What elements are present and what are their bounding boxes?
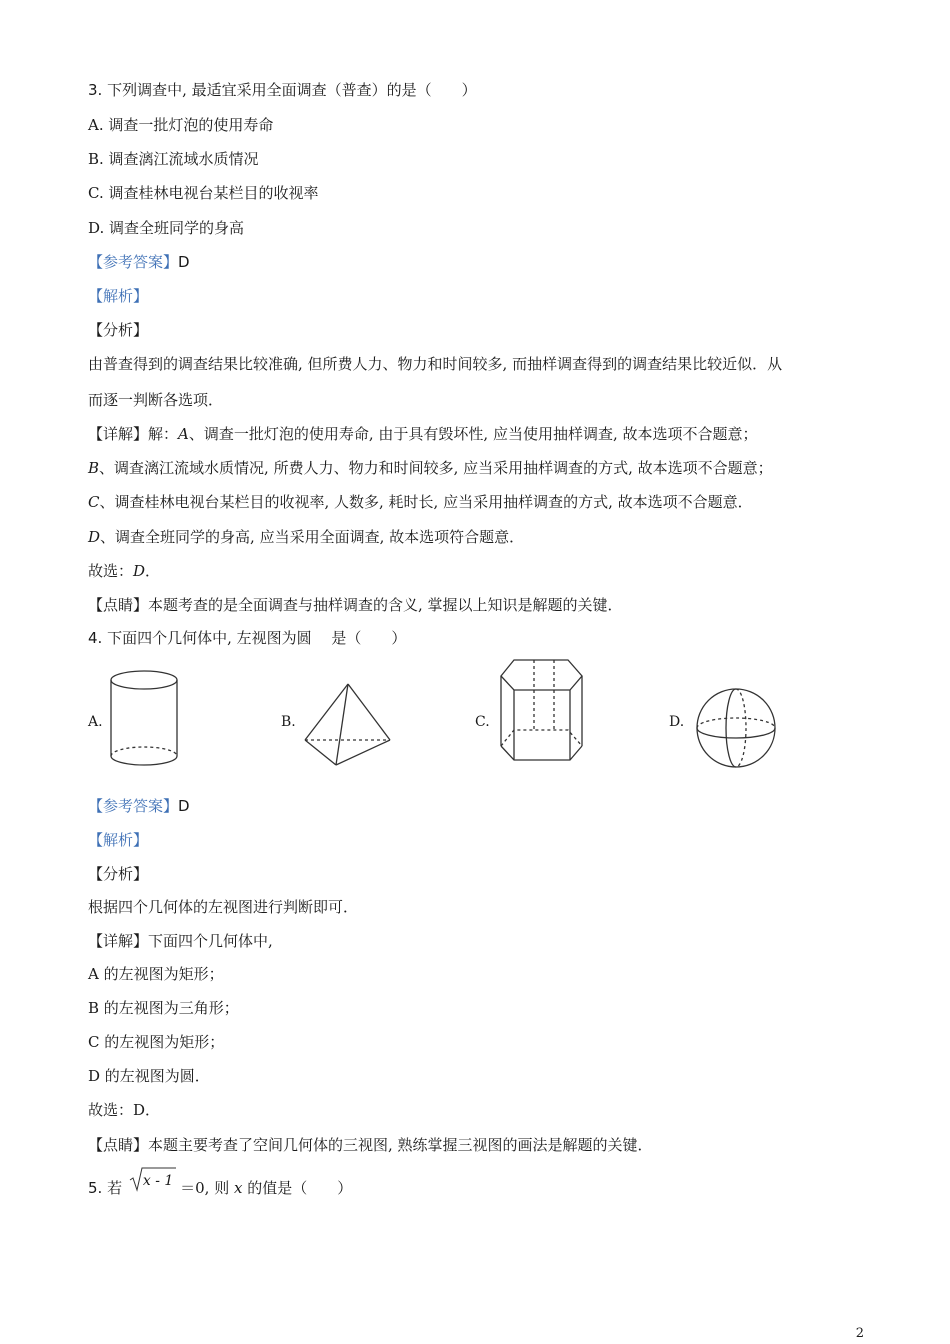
q3-detail-c-letter: C bbox=[88, 493, 100, 511]
q4-answer: D bbox=[178, 797, 190, 815]
q5-stem-line bbox=[88, 1173, 353, 1199]
q3-detail-d-text: 、调查全班同学的身高, 应当采用全面调查, 故本选项符合题意． bbox=[100, 528, 525, 546]
q3-jiexi: 【解析】 bbox=[88, 287, 149, 305]
q3-detail-d bbox=[88, 527, 524, 547]
q4-line-a: A 的左视图为矩形； bbox=[88, 965, 224, 983]
q4-detail bbox=[88, 931, 273, 951]
fig-a-label: A. bbox=[88, 714, 103, 730]
q3-fenxi-label: 【分析】 bbox=[88, 321, 149, 339]
fig-c-label: C. bbox=[475, 714, 490, 730]
q4-number: 4. bbox=[88, 629, 103, 647]
q3-detail-a-text: 、调查一批灯泡的使用寿命, 由于具有毁坏性, 应当使用抽样调查, 故本选项不合题意； bbox=[188, 425, 758, 443]
q4-choose: 故选：D． bbox=[88, 1101, 161, 1119]
q3-detail-c bbox=[88, 492, 753, 512]
q4-dianjing-text: 本题主要考查了空间几何体的三视图, 熟练掌握三视图的画法是解题的关键． bbox=[148, 1136, 653, 1154]
q5-number: 5. bbox=[88, 1179, 103, 1197]
q3-detail-b-letter: B bbox=[88, 459, 100, 477]
q3-answer-line bbox=[88, 252, 190, 272]
q3-detail-b-text: 、调查漓江流域水质情况, 所费人力、物力和时间较多, 应当采用抽样调查的方式, 故本选项不合题意； bbox=[99, 459, 773, 477]
q5-eq: ＝0, 则 bbox=[180, 1179, 230, 1197]
q4-line-d: D 的左视图为圆． bbox=[88, 1067, 210, 1085]
q4-answer-label: 【参考答案】 bbox=[88, 797, 179, 815]
q3-choose bbox=[88, 561, 160, 581]
q4-dianjing-label: 【点睛】 bbox=[88, 1136, 149, 1154]
q5-post: 的值是（ ） bbox=[247, 1179, 353, 1197]
q4-stem-line bbox=[88, 628, 406, 648]
q3-detail-a-pre: 解： bbox=[148, 425, 179, 443]
fig-d-label: D. bbox=[669, 714, 685, 730]
q4-detail-label: 【详解】 bbox=[88, 932, 149, 950]
q3-dianjing-text: 本题考查的是全面调查与抽样调查的含义, 掌握以上知识是解题的关键． bbox=[148, 596, 623, 614]
sqrt-expression bbox=[129, 1173, 174, 1199]
q3-option-d: D. 调查全班同学的身高 bbox=[88, 219, 245, 237]
pyramid-figure bbox=[302, 680, 394, 770]
q3-answer-label: 【参考答案】 bbox=[88, 253, 179, 271]
q3-stem: 下列调查中, 最适宜采用全面调查（普查）的是（ ） bbox=[107, 81, 477, 99]
cylinder-figure bbox=[108, 668, 182, 770]
q3-detail-d-letter: D bbox=[88, 528, 101, 546]
q3-option-c: C. 调查桂林电视台某栏目的收视率 bbox=[88, 184, 319, 202]
q3-dianjing bbox=[88, 595, 623, 615]
q4-stem: 下面四个几何体中, 左视图为圆 是（ ） bbox=[107, 629, 407, 647]
q5-pre: 若 bbox=[107, 1179, 123, 1197]
q3-answer: D bbox=[178, 253, 190, 271]
q3-detail-c-text: 、调查桂林电视台某栏目的收视率, 人数多, 耗时长, 应当采用抽样调查的方式, 故本选项不合题意． bbox=[99, 493, 753, 511]
q4-detail-text: 下面四个几何体中, bbox=[148, 932, 273, 950]
q3-fenxi-1: 由普查得到的调查结果比较准确, 但所费人力、物力和时间较多, 而抽样调查得到的调查结果比较近似．从 bbox=[88, 355, 783, 373]
q4-line-c: C 的左视图为矩形； bbox=[88, 1033, 225, 1051]
q3-choose-post: ． bbox=[145, 562, 161, 580]
q3-number: 3. bbox=[88, 81, 103, 99]
q3-option-a: A. 调查一批灯泡的使用寿命 bbox=[88, 116, 274, 134]
q4-dianjing bbox=[88, 1135, 653, 1155]
q5-var: x bbox=[233, 1179, 243, 1197]
page-number: 2 bbox=[855, 1326, 864, 1341]
q4-line-b: B 的左视图为三角形； bbox=[88, 999, 239, 1017]
q3-stem-line bbox=[88, 80, 477, 100]
q4-answer-line bbox=[88, 796, 190, 816]
q3-detail-a-letter: A bbox=[178, 425, 189, 443]
q3-fenxi-2: 而逐一判断各选项． bbox=[88, 391, 224, 409]
fig-b-label: B. bbox=[281, 714, 296, 730]
q3-detail-a bbox=[88, 424, 758, 444]
q3-dianjing-label: 【点睛】 bbox=[88, 596, 149, 614]
sphere-figure bbox=[694, 686, 778, 770]
q3-choose-letter: D bbox=[133, 562, 146, 580]
q3-option-b: B. 调查漓江流域水质情况 bbox=[88, 150, 259, 168]
hexagonal-prism-figure bbox=[498, 658, 586, 766]
q3-detail-label: 【详解】 bbox=[88, 425, 149, 443]
q3-choose-pre: 故选： bbox=[88, 562, 134, 580]
q4-fenxi: 根据四个几何体的左视图进行判断即可． bbox=[88, 898, 359, 916]
q4-jiexi: 【解析】 bbox=[88, 831, 149, 849]
q3-detail-b bbox=[88, 458, 773, 478]
sqrt-radicand: x - 1 bbox=[142, 1173, 174, 1189]
q4-fenxi-label: 【分析】 bbox=[88, 865, 149, 883]
